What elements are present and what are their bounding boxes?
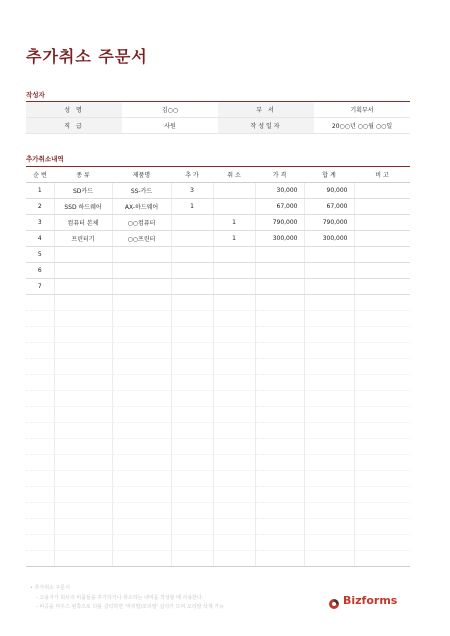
- note-line: - 고용자가 회사의 비품들을 추가하거나 취소하는 내역을 작성할 때 사용한다.: [36, 594, 204, 601]
- empty-row: [26, 391, 410, 407]
- empty-row: [26, 359, 410, 375]
- empty-cell[interactable]: [26, 327, 54, 343]
- empty-row: [26, 311, 410, 327]
- footer-notes: [30, 584, 224, 613]
- empty-cell[interactable]: [26, 311, 54, 327]
- item-row: [26, 247, 410, 263]
- empty-cell[interactable]: [213, 295, 255, 311]
- empty-cell[interactable]: [171, 375, 213, 391]
- empty-cell[interactable]: [354, 551, 410, 567]
- empty-row: [26, 487, 410, 503]
- empty-cell[interactable]: [26, 407, 54, 423]
- empty-cell[interactable]: [213, 471, 255, 487]
- empty-cell[interactable]: [54, 423, 112, 439]
- empty-cell[interactable]: [255, 455, 304, 471]
- rank-label: 직 급: [26, 118, 122, 134]
- empty-cell[interactable]: [54, 375, 112, 391]
- empty-cell[interactable]: [255, 375, 304, 391]
- bizforms-logo-text: Bizforms: [343, 594, 398, 607]
- item-cell-price[interactable]: [255, 263, 304, 279]
- header-no: 순 번: [26, 167, 54, 183]
- item-cell-no[interactable]: 3: [26, 215, 54, 231]
- empty-cell[interactable]: [54, 439, 112, 455]
- note-line: - 비공을 마우스 왼쪽으로 다블 클릭하면 '머리말/꼬리말' 삽자가 뜨며 꼬리말 삭제 가능: [36, 604, 224, 610]
- item-cell-note[interactable]: [354, 279, 410, 295]
- empty-cell[interactable]: [171, 455, 213, 471]
- empty-cell[interactable]: [213, 423, 255, 439]
- empty-cell[interactable]: [354, 295, 410, 311]
- item-cell-total[interactable]: 790,000: [304, 215, 354, 231]
- empty-cell[interactable]: [54, 471, 112, 487]
- empty-cell[interactable]: [255, 551, 304, 567]
- empty-cell[interactable]: [255, 407, 304, 423]
- item-cell-add[interactable]: [171, 215, 213, 231]
- empty-cell[interactable]: [255, 439, 304, 455]
- item-cell-add[interactable]: 1: [171, 199, 213, 215]
- item-cell-price[interactable]: 790,000: [255, 215, 304, 231]
- item-cell-no[interactable]: 1: [26, 183, 54, 199]
- item-cell-no[interactable]: 6: [26, 263, 54, 279]
- bizforms-logo-icon: [328, 595, 340, 607]
- items-section-title: 추가취소내역: [26, 155, 64, 163]
- empty-cell[interactable]: [54, 551, 112, 567]
- empty-cell[interactable]: [304, 503, 354, 519]
- empty-cell[interactable]: [26, 503, 54, 519]
- item-cell-total[interactable]: 90,000: [304, 183, 354, 199]
- item-cell-cancel[interactable]: [213, 279, 255, 295]
- empty-cell[interactable]: [213, 535, 255, 551]
- item-cell-cancel[interactable]: [213, 183, 255, 199]
- item-cell-cancel[interactable]: [213, 247, 255, 263]
- item-cell-type[interactable]: 프린터기: [54, 231, 112, 247]
- item-cell-price[interactable]: [255, 247, 304, 263]
- empty-cell[interactable]: [26, 535, 54, 551]
- empty-cell[interactable]: [112, 487, 171, 503]
- item-cell-add[interactable]: [171, 263, 213, 279]
- empty-cell[interactable]: [304, 551, 354, 567]
- author-info-table: [26, 101, 410, 134]
- empty-cell[interactable]: [213, 519, 255, 535]
- item-cell-note[interactable]: [354, 183, 410, 199]
- item-cell-product[interactable]: [112, 247, 171, 263]
- empty-cell[interactable]: [54, 327, 112, 343]
- empty-cell[interactable]: [112, 391, 171, 407]
- author-row: [26, 118, 410, 134]
- item-cell-product[interactable]: [112, 263, 171, 279]
- item-cell-product[interactable]: SS-카드: [112, 183, 171, 199]
- empty-row: [26, 327, 410, 343]
- header-product: 제품명: [112, 167, 171, 183]
- empty-cell[interactable]: [354, 487, 410, 503]
- item-cell-product[interactable]: ○○프린터: [112, 231, 171, 247]
- empty-cell[interactable]: [213, 375, 255, 391]
- name-value[interactable]: 김○○: [122, 102, 218, 118]
- empty-cell[interactable]: [304, 295, 354, 311]
- empty-cell[interactable]: [354, 535, 410, 551]
- date-label: 작성일자: [218, 118, 314, 134]
- empty-cell[interactable]: [213, 455, 255, 471]
- empty-cell[interactable]: [26, 391, 54, 407]
- empty-cell[interactable]: [112, 295, 171, 311]
- item-cell-note[interactable]: [354, 231, 410, 247]
- empty-cell[interactable]: [354, 471, 410, 487]
- empty-cell[interactable]: [255, 295, 304, 311]
- empty-cell[interactable]: [54, 295, 112, 311]
- empty-cell[interactable]: [213, 391, 255, 407]
- empty-cell[interactable]: [213, 343, 255, 359]
- empty-cell[interactable]: [354, 503, 410, 519]
- empty-cell[interactable]: [304, 359, 354, 375]
- items-header-row: [26, 167, 410, 183]
- empty-cell[interactable]: [112, 551, 171, 567]
- empty-cell[interactable]: [171, 407, 213, 423]
- item-cell-product[interactable]: [112, 279, 171, 295]
- empty-row: [26, 455, 410, 471]
- empty-row: [26, 551, 410, 567]
- item-cell-total[interactable]: 67,000: [304, 199, 354, 215]
- empty-cell[interactable]: [304, 455, 354, 471]
- empty-cell[interactable]: [304, 391, 354, 407]
- empty-cell[interactable]: [54, 407, 112, 423]
- empty-cell[interactable]: [112, 407, 171, 423]
- empty-cell[interactable]: [354, 327, 410, 343]
- item-cell-type[interactable]: SD카드: [54, 183, 112, 199]
- empty-cell[interactable]: [304, 471, 354, 487]
- empty-cell[interactable]: [112, 375, 171, 391]
- empty-cell[interactable]: [354, 407, 410, 423]
- empty-cell[interactable]: [304, 519, 354, 535]
- empty-cell[interactable]: [54, 519, 112, 535]
- empty-cell[interactable]: [171, 487, 213, 503]
- item-cell-price[interactable]: 300,000: [255, 231, 304, 247]
- empty-cell[interactable]: [54, 311, 112, 327]
- item-cell-note[interactable]: [354, 199, 410, 215]
- empty-cell[interactable]: [255, 327, 304, 343]
- empty-row: [26, 295, 410, 311]
- item-row: [26, 215, 410, 231]
- item-cell-add[interactable]: [171, 247, 213, 263]
- item-row: [26, 183, 410, 199]
- empty-cell[interactable]: [255, 391, 304, 407]
- rank-value[interactable]: 사원: [122, 118, 218, 134]
- item-cell-type[interactable]: [54, 263, 112, 279]
- item-cell-type[interactable]: SSD 하드웨어: [54, 199, 112, 215]
- empty-cell[interactable]: [112, 519, 171, 535]
- empty-cell[interactable]: [171, 471, 213, 487]
- empty-cell[interactable]: [26, 455, 54, 471]
- empty-cell[interactable]: [171, 391, 213, 407]
- empty-cell[interactable]: [171, 535, 213, 551]
- header-note: 비 고: [354, 167, 410, 183]
- empty-cell[interactable]: [26, 423, 54, 439]
- empty-cell[interactable]: [354, 375, 410, 391]
- items-body: [26, 183, 410, 567]
- empty-cell[interactable]: [255, 343, 304, 359]
- empty-cell[interactable]: [26, 359, 54, 375]
- empty-cell[interactable]: [112, 439, 171, 455]
- empty-cell[interactable]: [171, 551, 213, 567]
- empty-row: [26, 407, 410, 423]
- item-cell-no[interactable]: 5: [26, 247, 54, 263]
- empty-row: [26, 343, 410, 359]
- empty-row: [26, 519, 410, 535]
- empty-cell[interactable]: [255, 471, 304, 487]
- empty-cell[interactable]: [26, 439, 54, 455]
- item-row: [26, 231, 410, 247]
- empty-cell[interactable]: [255, 311, 304, 327]
- item-cell-price[interactable]: [255, 279, 304, 295]
- empty-cell[interactable]: [304, 535, 354, 551]
- empty-cell[interactable]: [213, 439, 255, 455]
- author-row: [26, 102, 410, 118]
- empty-cell[interactable]: [54, 391, 112, 407]
- empty-cell[interactable]: [26, 551, 54, 567]
- empty-cell[interactable]: [26, 519, 54, 535]
- empty-row: [26, 471, 410, 487]
- empty-cell[interactable]: [354, 455, 410, 471]
- empty-cell[interactable]: [304, 375, 354, 391]
- item-cell-total[interactable]: [304, 263, 354, 279]
- empty-cell[interactable]: [213, 311, 255, 327]
- empty-row: [26, 535, 410, 551]
- empty-cell[interactable]: [171, 359, 213, 375]
- empty-cell[interactable]: [112, 423, 171, 439]
- item-cell-note[interactable]: [354, 215, 410, 231]
- empty-cell[interactable]: [213, 359, 255, 375]
- item-cell-type[interactable]: 컴퓨터 본체: [54, 215, 112, 231]
- empty-cell[interactable]: [26, 375, 54, 391]
- item-cell-add[interactable]: [171, 231, 213, 247]
- empty-cell[interactable]: [171, 343, 213, 359]
- department-value[interactable]: 기획부서: [314, 102, 410, 118]
- bizforms-logo: [328, 594, 397, 607]
- item-cell-no[interactable]: 2: [26, 199, 54, 215]
- empty-cell[interactable]: [354, 311, 410, 327]
- empty-cell[interactable]: [304, 311, 354, 327]
- empty-cell[interactable]: [304, 487, 354, 503]
- item-cell-product[interactable]: ○○컴퓨터: [112, 215, 171, 231]
- empty-cell[interactable]: [112, 359, 171, 375]
- empty-cell[interactable]: [26, 487, 54, 503]
- empty-cell[interactable]: [213, 327, 255, 343]
- empty-cell[interactable]: [255, 487, 304, 503]
- item-cell-add[interactable]: [171, 279, 213, 295]
- empty-cell[interactable]: [54, 487, 112, 503]
- item-cell-type[interactable]: [54, 279, 112, 295]
- empty-cell[interactable]: [213, 407, 255, 423]
- header-price: 가 격: [255, 167, 304, 183]
- empty-cell[interactable]: [304, 327, 354, 343]
- empty-cell[interactable]: [171, 423, 213, 439]
- empty-cell[interactable]: [54, 343, 112, 359]
- items-table: [26, 166, 410, 567]
- item-cell-product[interactable]: AX-하드웨어: [112, 199, 171, 215]
- empty-cell[interactable]: [26, 343, 54, 359]
- item-cell-price[interactable]: 30,000: [255, 183, 304, 199]
- item-cell-note[interactable]: [354, 247, 410, 263]
- empty-cell[interactable]: [26, 295, 54, 311]
- empty-cell[interactable]: [213, 551, 255, 567]
- empty-cell[interactable]: [112, 327, 171, 343]
- empty-cell[interactable]: [255, 503, 304, 519]
- empty-cell[interactable]: [354, 439, 410, 455]
- empty-cell[interactable]: [171, 439, 213, 455]
- empty-cell[interactable]: [255, 535, 304, 551]
- header-type: 종 류: [54, 167, 112, 183]
- empty-cell[interactable]: [304, 343, 354, 359]
- empty-cell[interactable]: [354, 359, 410, 375]
- header-total: 합 계: [304, 167, 354, 183]
- item-cell-cancel[interactable]: 1: [213, 215, 255, 231]
- empty-cell[interactable]: [26, 471, 54, 487]
- empty-cell[interactable]: [171, 519, 213, 535]
- empty-cell[interactable]: [112, 343, 171, 359]
- item-row: [26, 199, 410, 215]
- empty-cell[interactable]: [354, 343, 410, 359]
- header-cancel: 취 소: [213, 167, 255, 183]
- item-cell-cancel[interactable]: [213, 199, 255, 215]
- empty-cell[interactable]: [112, 471, 171, 487]
- empty-cell[interactable]: [112, 455, 171, 471]
- empty-cell[interactable]: [354, 423, 410, 439]
- empty-cell[interactable]: [354, 391, 410, 407]
- item-cell-total[interactable]: 300,000: [304, 231, 354, 247]
- item-cell-no[interactable]: 7: [26, 279, 54, 295]
- empty-cell[interactable]: [354, 519, 410, 535]
- name-label: 성 명: [26, 102, 122, 118]
- empty-cell[interactable]: [54, 359, 112, 375]
- page-title: 추가취소 주문서: [26, 47, 148, 66]
- author-section-title: 작성자: [26, 91, 45, 99]
- empty-row: [26, 439, 410, 455]
- empty-row: [26, 375, 410, 391]
- item-cell-add[interactable]: 3: [171, 183, 213, 199]
- item-cell-type[interactable]: [54, 247, 112, 263]
- empty-cell[interactable]: [255, 519, 304, 535]
- empty-cell[interactable]: [112, 535, 171, 551]
- empty-row: [26, 503, 410, 519]
- empty-cell[interactable]: [112, 503, 171, 519]
- empty-cell[interactable]: [304, 407, 354, 423]
- empty-cell[interactable]: [171, 327, 213, 343]
- date-value[interactable]: 20○○년 ○○월 ○○일: [314, 118, 410, 134]
- empty-cell[interactable]: [213, 487, 255, 503]
- empty-cell[interactable]: [255, 359, 304, 375]
- empty-cell[interactable]: [171, 503, 213, 519]
- empty-cell[interactable]: [54, 503, 112, 519]
- empty-cell[interactable]: [213, 503, 255, 519]
- item-row: [26, 263, 410, 279]
- item-cell-cancel[interactable]: 1: [213, 231, 255, 247]
- empty-cell[interactable]: [112, 311, 171, 327]
- item-cell-total[interactable]: [304, 279, 354, 295]
- empty-row: [26, 423, 410, 439]
- item-cell-no[interactable]: 4: [26, 231, 54, 247]
- empty-cell[interactable]: [171, 311, 213, 327]
- item-cell-price[interactable]: 67,000: [255, 199, 304, 215]
- empty-cell[interactable]: [304, 439, 354, 455]
- empty-cell[interactable]: [304, 423, 354, 439]
- empty-cell[interactable]: [171, 295, 213, 311]
- empty-cell[interactable]: [54, 535, 112, 551]
- empty-cell[interactable]: [255, 423, 304, 439]
- empty-cell[interactable]: [54, 455, 112, 471]
- item-cell-cancel[interactable]: [213, 263, 255, 279]
- note-line: • 추가취소 주문서: [30, 585, 70, 591]
- item-cell-note[interactable]: [354, 263, 410, 279]
- item-cell-total[interactable]: [304, 247, 354, 263]
- header-add: 추 가: [171, 167, 213, 183]
- department-label: 부 서: [218, 102, 314, 118]
- item-row: [26, 279, 410, 295]
